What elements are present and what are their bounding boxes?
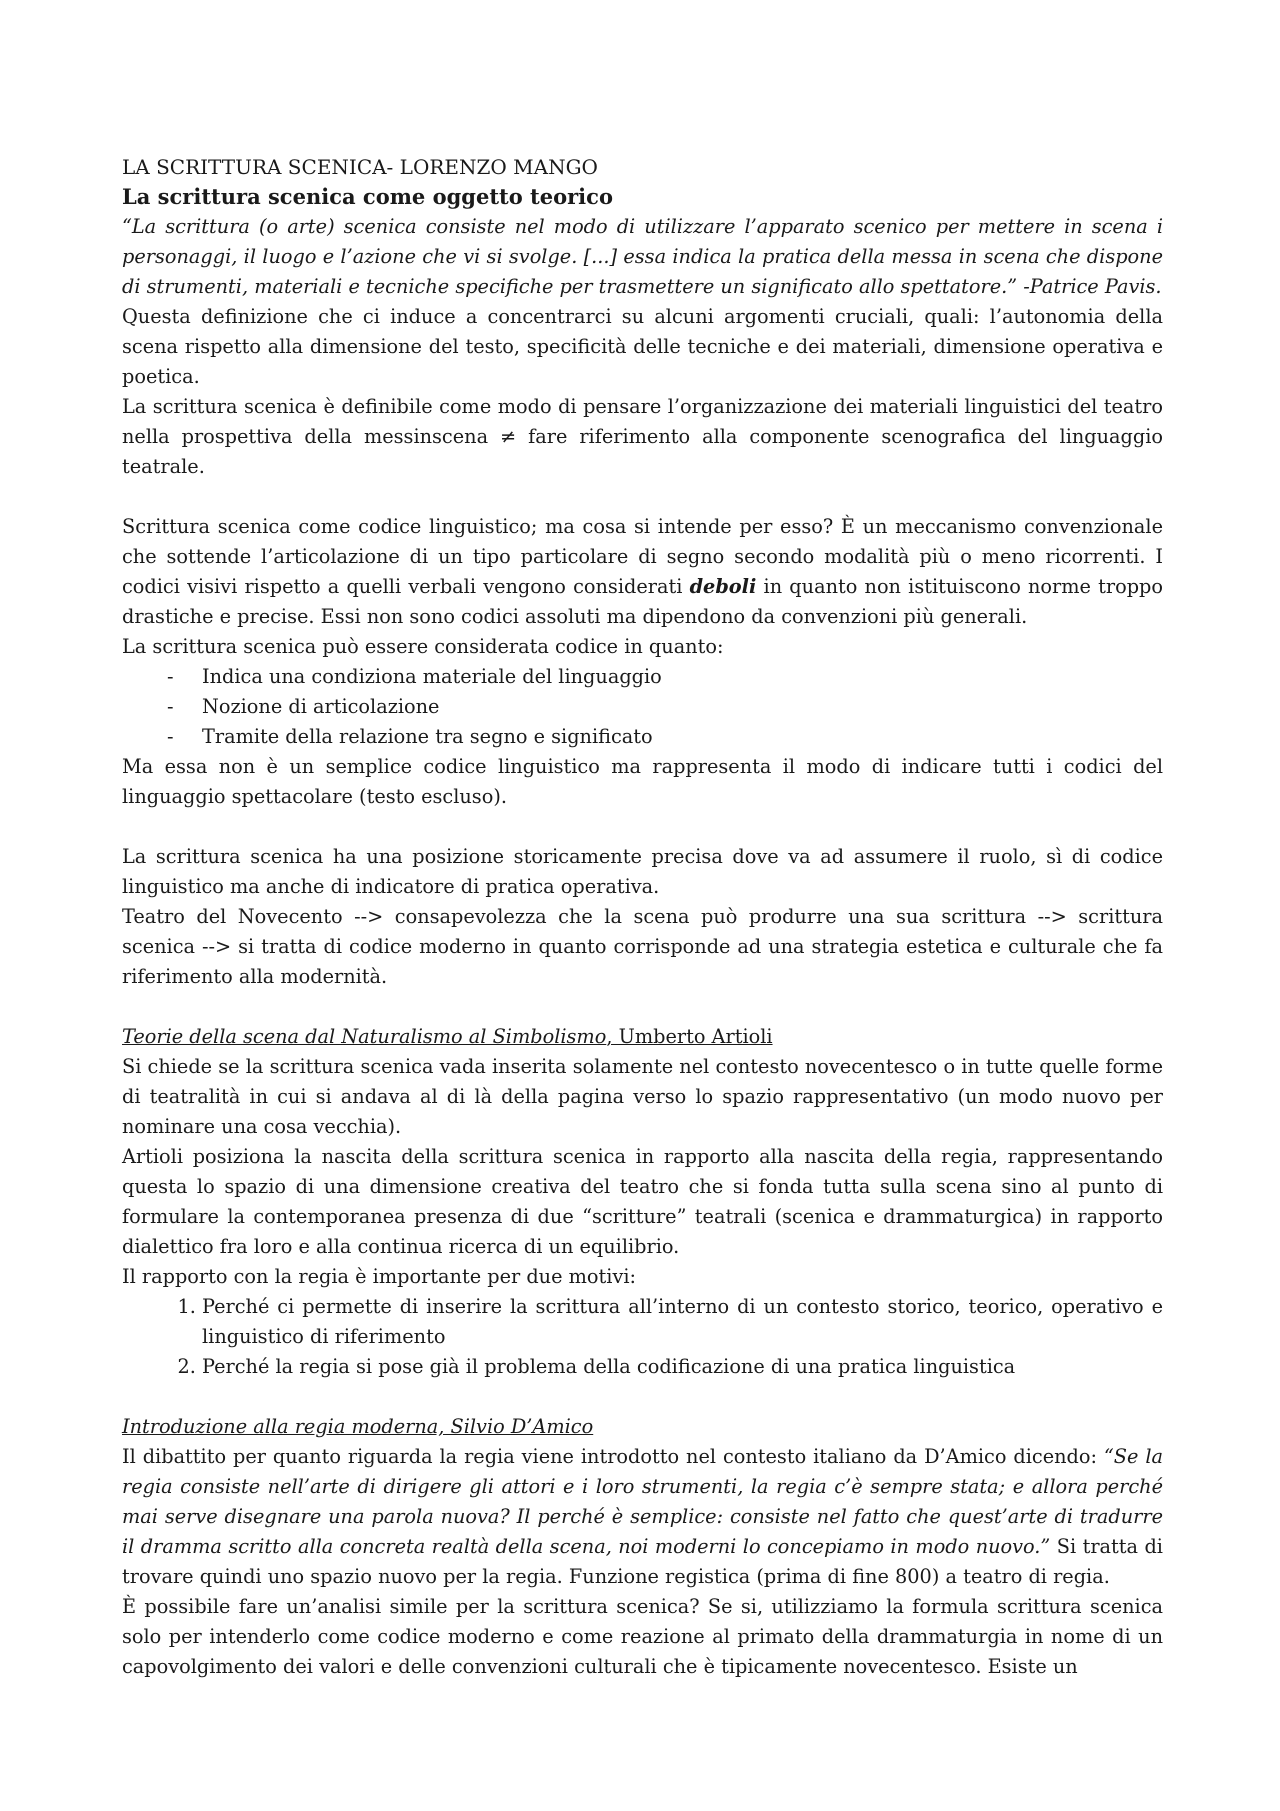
- spacer: [122, 1382, 1163, 1412]
- paragraph: La scrittura scenica può essere considerata codice in quanto:: [122, 635, 724, 658]
- paragraph: È possibile fare un’analisi simile per la scrittura scenica? Se si, utilizziamo la formula scrittura scenica solo per intenderlo come codice moderno e come reazione al primato della drammaturgia in nome di un capovolgimento dei valori e delle convenzioni culturali che è tipicamente novecentesco. Esiste un: [122, 1595, 1163, 1678]
- reference-heading-damico: Introduzione alla regia moderna, Silvio D’Amico: [122, 1415, 594, 1438]
- paragraph: [122, 512, 1163, 632]
- text-run: Scrittura scenica come codice linguistico; ma cosa si intende per esso? È un meccanismo convenzionale che sottende l’articolazione di un tipo particolare di segno secondo modalità più o meno ricorrenti. I codici visivi rispetto a quelli verbali vengono considerati: [122, 515, 1163, 598]
- list-item: 1. Perché ci permette di inserire la scrittura all’interno di un contesto storico, teorico, operativo e linguistico di riferimento: [202, 1292, 1163, 1352]
- spacer: [122, 992, 1163, 1022]
- paragraph: Il rapporto con la regia è importante per due motivi:: [122, 1265, 636, 1288]
- list-item: - Indica una condiziona materiale del linguaggio: [167, 662, 1163, 692]
- list-item: 2. Perché la regia si pose già il problema della codificazione di una pratica linguistica: [202, 1352, 1163, 1382]
- list-item: - Nozione di articolazione: [167, 692, 1163, 722]
- spacer: [122, 812, 1163, 842]
- paragraph: La scrittura scenica ha una posizione storicamente precisa dove va ad assumere il ruolo, sì di codice linguistico ma anche di indicatore di pratica operativa.: [122, 845, 1163, 898]
- text-run: Il dibattito per quanto riguarda la regia viene introdotto nel contesto italiano da D’Amico dicendo:: [122, 1445, 1097, 1468]
- spacer: [122, 482, 1163, 512]
- paragraph: Si chiede se la scrittura scenica vada inserita solamente nel contesto novecentesco o in tutte quelle forme di teatralità in cui si andava al di là della pagina verso lo spazio rappresentativo (un modo nuovo per nominare una cosa vecchia).: [122, 1055, 1163, 1138]
- list-item: - Tramite della relazione tra segno e significato: [167, 722, 1163, 752]
- paragraph: Artioli posiziona la nascita della scrittura scenica in rapporto alla nascita della regia, rappresentando questa lo spazio di una dimensione creativa del teatro che si fonda tutta sulla scena sino al punto di formulare la contemporanea presenza di due “scritture” teatrali (scenica e drammaturgica) in rapporto dialettico fra loro e alla continua ricerca di un equilibrio.: [122, 1145, 1163, 1258]
- quote-pavis: “La scrittura (o arte) scenica consiste nel modo di utilizzare l’apparato scenico per mettere in scena i personaggi, il luogo e l’azione che vi si svolge. [...] essa indica la pratica della messa in scena che dispone di strumenti, materiali e tecniche specifiche per trasmettere un significato allo spettatore.” -Patrice Pavis.: [122, 215, 1163, 298]
- reference-heading-artioli: [122, 1022, 1163, 1052]
- emphasis: deboli: [689, 575, 757, 598]
- text-run: in quanto non istituiscono norme troppo drastiche e precise. Essi non sono codici assoluti ma dipendono da convenzioni più generali.: [122, 575, 1163, 628]
- paragraph: Teatro del Novecento --> consapevolezza che la scena può produrre una sua scrittura --> scrittura scenica --> si tratta di codice moderno in quanto corrisponde ad una strategia estetica e culturale che fa riferimento alla modernità.: [122, 905, 1163, 988]
- section-heading: La scrittura scenica come oggetto teorico: [122, 184, 613, 209]
- quote-damico: “Se la regia consiste nell’arte di dirigere gli attori e i loro strumenti, la regia c’è sempre stata; e allora perché mai serve disegnare una parola nuova? Il perché è semplice: consiste nel fatto che quest’arte di tradurre il dramma scritto alla concreta realtà della scena, noi moderni lo concepiamo in modo nuovo.”: [122, 1445, 1163, 1558]
- paragraph: Ma essa non è un semplice codice linguistico ma rappresenta il modo di indicare tutti i codici del linguaggio spettacolare (testo escluso).: [122, 755, 1163, 808]
- paragraph: [122, 1442, 1163, 1592]
- text-run: Si tratta di trovare quindi uno spazio nuovo per la regia. Funzione registica (prima di fine 800) a teatro di regia.: [122, 1535, 1163, 1588]
- numbered-list: [122, 1292, 1163, 1382]
- paragraph: La scrittura scenica è definibile come modo di pensare l’organizzazione dei materiali linguistici del teatro nella prospettiva della messinscena ≠ fare riferimento alla componente scenografica del linguaggio teatrale.: [122, 395, 1163, 478]
- book-title: Teorie della scena dal Naturalismo al Simbolismo: [122, 1025, 607, 1048]
- dash-list: [122, 662, 1163, 752]
- document-title: LA SCRITTURA SCENICA- LORENZO MANGO: [122, 155, 598, 179]
- paragraph: Questa definizione che ci induce a concentrarci su alcuni argomenti cruciali, quali: l’autonomia della scena rispetto alla dimensione del testo, specificità delle tecniche e dei materiali, dimensione operativa e poetica.: [122, 305, 1163, 388]
- author-name: , Umberto Artioli: [606, 1025, 773, 1048]
